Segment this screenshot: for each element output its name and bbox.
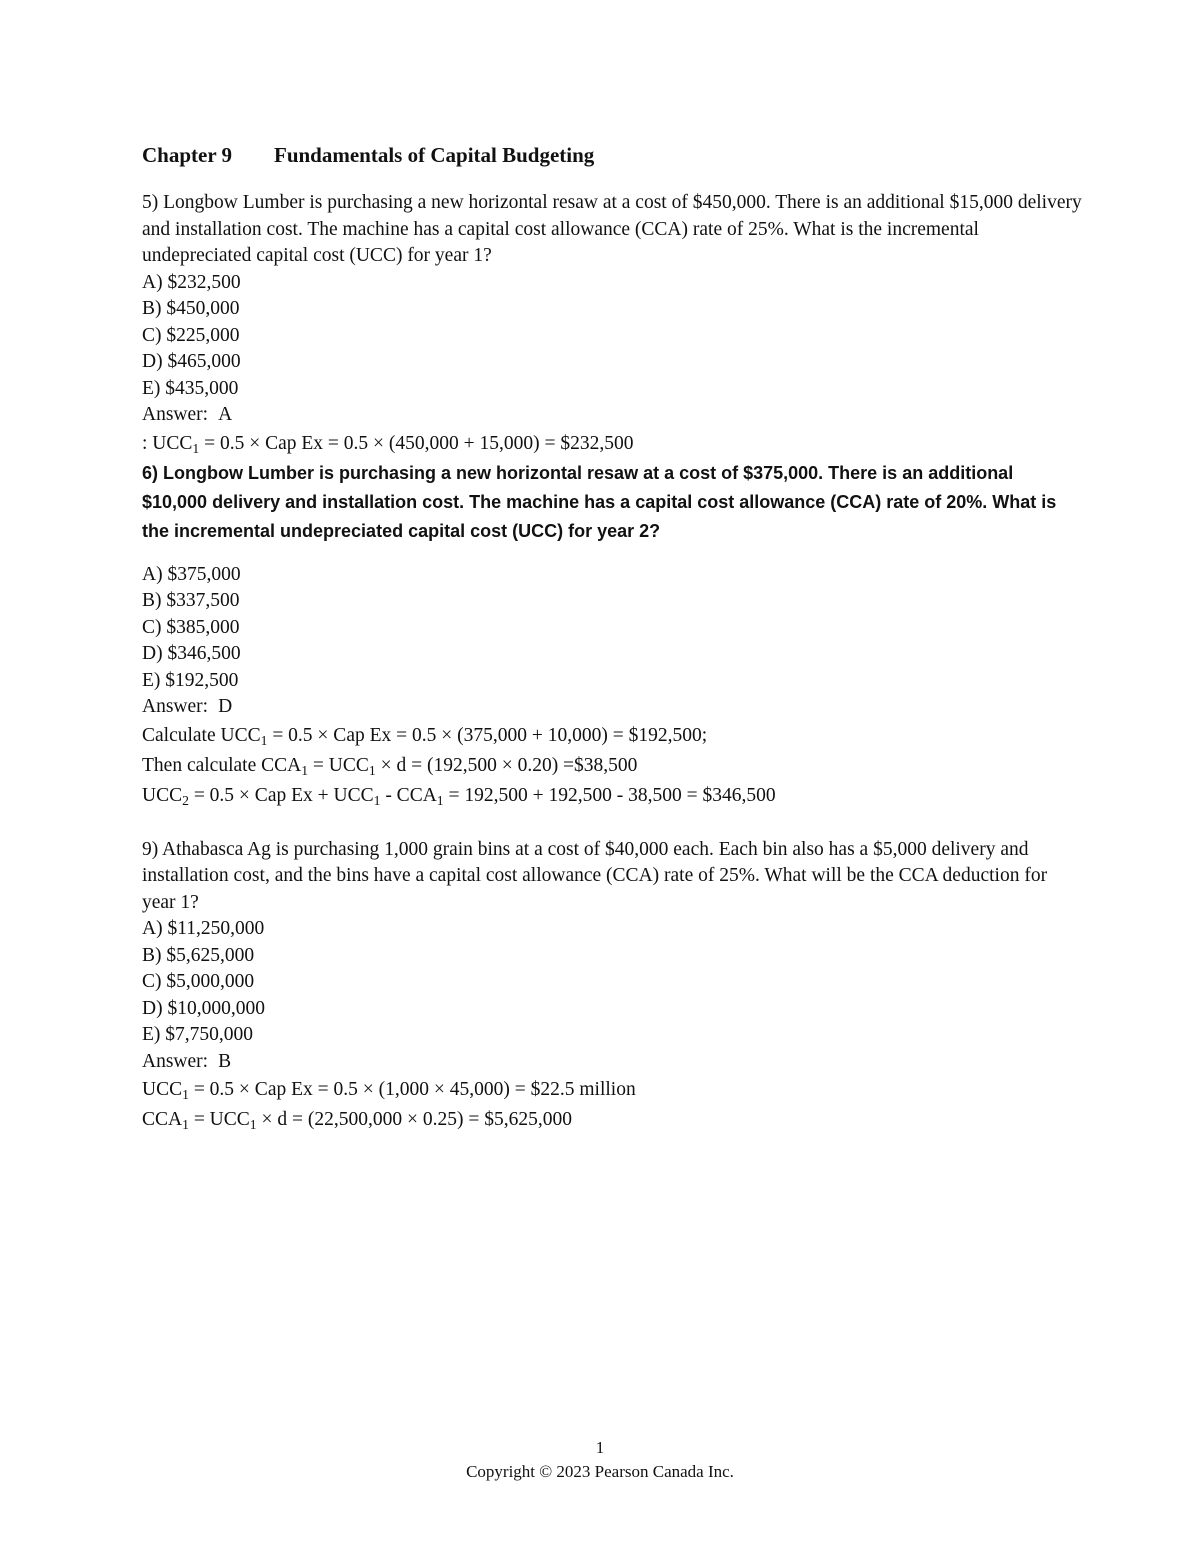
calc-text: × d = (22,500,000 × 0.25) = $5,625,000	[256, 1109, 572, 1130]
calc-text: Then calculate CCA	[142, 754, 302, 776]
subscript: 1	[182, 1087, 189, 1102]
question-5-option-e: E) $435,000	[142, 377, 239, 399]
question-9-answer	[142, 1049, 1082, 1076]
subscript: 1	[249, 1117, 257, 1132]
question-5-option-a: A) $232,500	[142, 271, 241, 293]
question-6-option-d: D) $346,500	[142, 643, 241, 664]
question-5-explanation	[142, 429, 1082, 459]
subscript: 1	[192, 440, 200, 456]
question-6-calc-line-1	[142, 721, 1082, 751]
subscript: 1	[301, 762, 309, 778]
answer-label: Answer:	[142, 696, 209, 717]
question-9-text: 9) Athabasca Ag is purchasing 1,000 grain bins at a cost of $40,000 each. Each bin also has a $5,000 delivery and installation cost, and the bins have a capital cost allowance (CCA) rate of 25%. What will be the CCA deduction for year 1?	[142, 838, 1048, 913]
question-9-calc-line-1	[142, 1075, 1082, 1105]
subscript: 1	[182, 1117, 189, 1132]
calc-text: × d = (192,500 × 0.20) =$38,500	[375, 754, 638, 776]
question-5	[142, 190, 1082, 459]
calc-text: Calculate UCC	[142, 724, 261, 746]
question-9-option-d: D) $10,000,000	[142, 997, 265, 1019]
question-6-calc-line-2	[142, 751, 1082, 781]
copyright-notice: Copyright © 2023 Pearson Canada Inc.	[466, 1462, 734, 1481]
calc-text: = 0.5 × Cap Ex = 0.5 × (375,000 + 10,000) = $192,500;	[267, 724, 708, 746]
question-6-text	[142, 459, 1082, 546]
calc-text: = 0.5 × Cap Ex + UCC	[188, 784, 374, 806]
question-9-option-b: B) $5,625,000	[142, 944, 255, 966]
question-6-option-a: A) $375,000	[142, 563, 241, 585]
calc-text: - CCA	[380, 784, 437, 806]
subscript: 1	[373, 792, 381, 808]
question-6-option-e: E) $192,500	[142, 669, 239, 691]
question-6	[142, 459, 1082, 811]
expl-text: = 0.5 × Cap Ex = 0.5 × (450,000 + 15,000) = $232,500	[199, 432, 634, 454]
calc-text: = 192,500 + 192,500 - 38,500 = $346,500	[443, 784, 776, 806]
question-6-option-c: C) $385,000	[142, 616, 240, 638]
spacer	[142, 811, 1082, 837]
question-5-option-d: D) $465,000	[142, 351, 241, 372]
calc-text: CCA	[142, 1109, 183, 1130]
question-9-option-a: A) $11,250,000	[142, 918, 265, 939]
calc-text: = UCC	[308, 754, 369, 776]
calc-text: = UCC	[188, 1109, 250, 1130]
question-9-option-c: C) $5,000,000	[142, 971, 255, 992]
question-6-option-b: B) $337,500	[142, 590, 240, 611]
chapter-title: Fundamentals of Capital Budgeting	[274, 143, 595, 167]
question-5-option-c: C) $225,000	[142, 324, 240, 346]
question-9-calc-line-2	[142, 1105, 1082, 1135]
spacer	[142, 546, 1082, 562]
answer-value: D	[218, 696, 233, 717]
question-5-option-b: B) $450,000	[142, 298, 240, 319]
question-9-option-e: E) $7,750,000	[142, 1024, 254, 1045]
question-9	[142, 837, 1082, 1136]
page-content	[142, 140, 1082, 1135]
answer-value: A	[218, 404, 233, 425]
subscript: 1	[260, 732, 268, 748]
answer-label: Answer:	[142, 1050, 209, 1072]
chapter-number: Chapter 9	[142, 143, 233, 167]
subscript: 2	[182, 792, 189, 808]
question-5-answer	[142, 402, 1082, 429]
question-5-text: 5) Longbow Lumber is purchasing a new horizontal resaw at a cost of $450,000. There is an additional $15,000 delivery and installation cost. The machine has a capital cost allowance (CCA) rate of 25%. What is the incremental undepreciated capital cost (UCC) for year 1?	[142, 192, 1082, 266]
answer-label: Answer:	[142, 404, 209, 425]
calc-text: UCC	[142, 784, 183, 806]
question-6-text-bold: 6) Longbow Lumber is purchasing a new horizontal resaw at a cost of $375,000. There is an additional $10,000 delivery and installation cost. The machine has a capital cost allowance (CCA) rate of 20%. What is the incremental undepreciated capital cost (UCC) for year 2?	[142, 462, 1057, 541]
chapter-heading	[142, 140, 1082, 170]
calc-text: UCC	[142, 1079, 183, 1100]
answer-value: B	[218, 1050, 232, 1072]
calc-text: = 0.5 × Cap Ex = 0.5 × (1,000 × 45,000) = $22.5 million	[188, 1079, 636, 1100]
question-6-answer	[142, 694, 1082, 721]
subscript: 1	[368, 762, 376, 778]
question-6-calc-line-3	[142, 781, 1082, 811]
page-number: 1	[595, 1438, 605, 1457]
expl-text: : UCC	[142, 432, 193, 454]
subscript: 1	[436, 792, 444, 808]
